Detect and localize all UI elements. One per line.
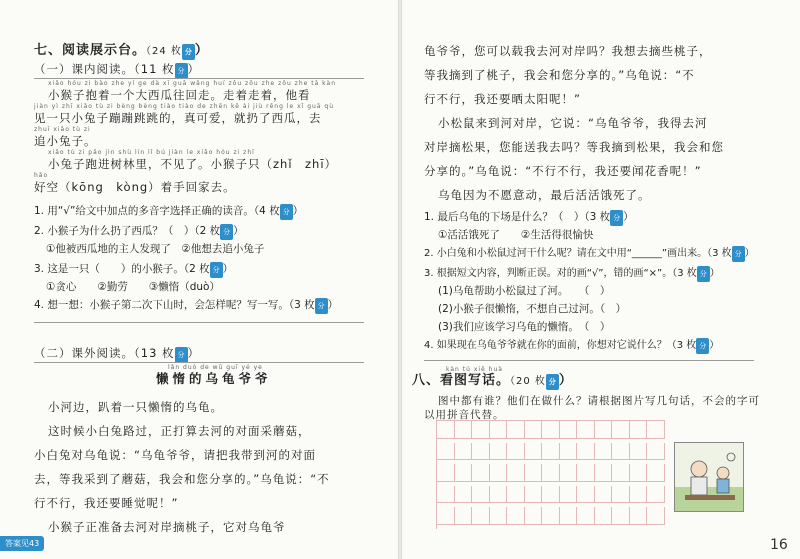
grid-cell[interactable] [507, 421, 525, 439]
text-line: 小白兔对乌龟说：“乌龟爷爷，请把我带到河的对面 [34, 448, 316, 462]
grid-cell[interactable] [455, 421, 473, 439]
grid-cell[interactable] [647, 421, 665, 439]
grid-row [437, 486, 665, 504]
grid-cell[interactable] [630, 443, 648, 461]
grid-cell[interactable] [525, 486, 543, 504]
question-2-options: ①他被西瓜地的主人发现了 ②他想去追小兔子 [46, 243, 265, 255]
grid-cell[interactable] [647, 507, 665, 525]
grid-cell[interactable] [560, 486, 578, 504]
grid-cell[interactable] [525, 464, 543, 482]
section-8-title: 八、看图写话。（20 枚 分 ） [412, 373, 573, 388]
grid-cell[interactable] [577, 443, 595, 461]
grid-cell[interactable] [612, 486, 630, 504]
left-page [0, 0, 398, 559]
text-line: 去，等我采到了蘑菇，我会和您分享的。”乌龟说：“不 [34, 472, 330, 486]
pinyin-line: zhuī xiǎo tù zi [34, 126, 91, 133]
grid-cell[interactable] [472, 464, 490, 482]
text-line: 小猴子抱着一个大西瓜往回走。走着走着，他看 [48, 88, 311, 102]
grid-cell[interactable] [542, 464, 560, 482]
grid-cell[interactable] [525, 507, 543, 525]
grid-cell[interactable] [630, 486, 648, 504]
badge-icon: 分 [280, 204, 293, 220]
grid-cell[interactable] [612, 421, 630, 439]
text-line: 对岸摘松果，您能送我去吗？等我摘到松果，我会和您 [424, 140, 724, 154]
grid-row [437, 464, 665, 482]
grid-cell[interactable] [560, 443, 578, 461]
story-title: 懒惰的乌龟爷爷 [156, 371, 272, 386]
grid-cell[interactable] [507, 464, 525, 482]
grid-cell[interactable] [595, 464, 613, 482]
grid-cell[interactable] [490, 443, 508, 461]
grid-cell[interactable] [612, 443, 630, 461]
question-2: 2. 小白兔和小松鼠过河干什么呢？请在文中用“______”画出来。（3 枚 分 ） [424, 246, 755, 262]
grid-cell[interactable] [525, 421, 543, 439]
grid-cell[interactable] [455, 486, 473, 504]
grid-cell[interactable] [577, 464, 595, 482]
grid-cell[interactable] [647, 443, 665, 461]
question-1-options: ①活活饿死了 ②生活得很愉快 [438, 229, 594, 241]
question-3-options: ①贪心 ②勤劳 ③懒惰（duò） [46, 281, 220, 293]
badge-icon: 分 [182, 44, 195, 60]
grid-cell[interactable] [542, 421, 560, 439]
grid-row [437, 421, 665, 439]
grid-cell[interactable] [472, 507, 490, 525]
grid-cell[interactable] [472, 486, 490, 504]
grid-cell[interactable] [455, 464, 473, 482]
text-line: 小河边，趴着一只懒惰的乌龟。 [48, 400, 223, 414]
grid-cell[interactable] [630, 421, 648, 439]
pinyin-line: jiàn yì zhī xiǎo tù zi bèng bèng tiào tiào de zhēn kě ài jiù rēng le xī guā qù [34, 103, 335, 110]
grid-cell[interactable] [647, 464, 665, 482]
grid-cell[interactable] [490, 486, 508, 504]
instruction-line: 图中都有谁？他们在做什么？请根据图片写几句话，不会的字可 [438, 395, 760, 407]
text-line: 小兔子跑进树林里，不见了。小猴子只（zhǐ zhī） [48, 157, 338, 171]
badge-icon: 分 [697, 266, 710, 282]
grid-cell[interactable] [472, 443, 490, 461]
pinyin-line: xiǎo tù zi pǎo jìn shù lín lǐ bú jiàn le xiǎo hóu zi zhǐ [48, 149, 255, 156]
part-1-title: （一）课内阅读。（11 枚 分 ） [34, 62, 200, 79]
pinyin-line: hǎo [34, 172, 49, 179]
grid-cell[interactable] [577, 507, 595, 525]
text-line: 行不行，我还要晒太阳呢！” [424, 92, 581, 106]
badge-icon: 分 [175, 63, 188, 79]
section-8-pinyin: kàn tú xiě huà [446, 366, 503, 373]
grid-cell[interactable] [507, 507, 525, 525]
text-line: 龟爷爷，您可以载我去河对岸吗？我想去摘些桃子， [424, 44, 712, 58]
badge-icon: 分 [220, 224, 233, 240]
grid-cell[interactable] [542, 486, 560, 504]
grid-cell[interactable] [612, 464, 630, 482]
grid-cell[interactable] [577, 486, 595, 504]
question-1: 1. 最后乌龟的下场是什么？（ ）（3 枚 分 ） [424, 210, 634, 226]
text-line: 追小兔子。 [34, 134, 97, 148]
text-line: 见一只小兔子蹦蹦跳跳的，真可爱，就扔了西瓜，去 [34, 111, 322, 125]
text-line: 分享的。”乌龟说：“不行不行，我还要闻花香呢！” [424, 164, 702, 178]
grid-cell[interactable] [455, 443, 473, 461]
grid-cell[interactable] [542, 443, 560, 461]
grid-cell[interactable] [490, 464, 508, 482]
grid-cell[interactable] [595, 443, 613, 461]
text-line: 小猴子正准备去河对岸摘桃子，它对乌龟爷 [48, 520, 286, 534]
answer-line[interactable] [424, 360, 754, 361]
grid-cell[interactable] [525, 443, 543, 461]
pinyin-line: xiǎo hóu zi bào zhe yí ge dà xī guā wǎng huí zǒu zǒu zhe zǒu zhe tā kàn [48, 80, 336, 87]
story-title-pinyin: lǎn duò de wū guī yé ye [168, 364, 263, 371]
badge-icon: 分 [210, 262, 223, 278]
badge-icon: 分 [315, 298, 328, 314]
text-line: 等我摘到了桃子，我会和您分享的。”乌龟说：“不 [424, 68, 695, 82]
grid-cell[interactable] [472, 421, 490, 439]
grid-cell[interactable] [490, 421, 508, 439]
judge-item: (1)乌龟帮助小松鼠过了河。 （ ） [438, 285, 611, 297]
grid-cell[interactable] [647, 486, 665, 504]
grid-cell[interactable] [507, 443, 525, 461]
question-4: 4. 想一想：小猴子第二次下山时，会怎样呢？写一写。（3 枚 分 ） [34, 298, 338, 314]
part-2-title: （二）课外阅读。（13 枚 分 ） [34, 346, 200, 363]
grid-cell[interactable] [437, 421, 455, 439]
question-1: 1. 用“√”给文中加点的多音字选择正确的读音。（4 枚 分 ） [34, 204, 303, 220]
answer-line[interactable] [34, 322, 364, 323]
badge-icon: 分 [696, 338, 709, 354]
grid-cell[interactable] [595, 421, 613, 439]
grid-cell[interactable] [455, 507, 473, 525]
text-line: 好空（kōng kòng）着手回家去。 [34, 180, 236, 194]
grid-cell[interactable] [560, 507, 578, 525]
section-7-title: 七、阅读展示台。（24 枚 分 ） [34, 43, 209, 58]
question-3: 3. 根据短文内容，判断正误。对的画“√”，错的画“×”。（3 枚 分 ） [424, 266, 720, 282]
answer-ref-tag: 答案见43 [0, 536, 44, 551]
grid-cell[interactable] [577, 421, 595, 439]
divider [34, 362, 364, 363]
grid-cell[interactable] [437, 443, 455, 461]
grid-row [437, 507, 665, 525]
question-2: 2. 小猴子为什么扔了西瓜？（ ）（2 枚 分 ） [34, 224, 244, 240]
grid-cell[interactable] [612, 507, 630, 525]
instruction-line: 以用拼音代替。 [424, 409, 505, 421]
question-4: 4. 如果现在乌龟爷爷就在你的面前，你想对它说什么？（3 枚 分 ） [424, 338, 719, 354]
judge-item: (3)我们应该学习乌龟的懒惰。 （ ） [438, 321, 611, 333]
badge-icon: 分 [610, 210, 623, 226]
badge-icon: 分 [732, 246, 745, 262]
grid-cell[interactable] [542, 507, 560, 525]
grid-cell[interactable] [595, 486, 613, 504]
text-line: 行不行，我还要睡觉呢！” [34, 496, 179, 510]
illustration-image [674, 442, 744, 512]
badge-icon: 分 [175, 347, 188, 363]
right-page [402, 0, 800, 559]
grid-cell[interactable] [437, 486, 455, 504]
judge-item: (2)小猴子很懒惰，不想自己过河。（ ） [438, 303, 627, 315]
grid-cell[interactable] [595, 507, 613, 525]
grid-row [437, 443, 665, 461]
question-3: 3. 这是一只（ ）的小猴子。（2 枚 分 ） [34, 262, 233, 278]
text-line: 小松鼠来到河对岸，它说：“乌龟爷爷，我得去河 [438, 116, 708, 130]
grid-cell[interactable] [437, 464, 455, 482]
grid-cell[interactable] [560, 464, 578, 482]
grid-cell[interactable] [437, 507, 455, 525]
page-number: 16 [770, 537, 788, 553]
grid-cell[interactable] [507, 486, 525, 504]
divider [34, 78, 364, 79]
grid-cell[interactable] [630, 507, 648, 525]
grid-cell[interactable] [560, 421, 578, 439]
writing-grid[interactable] [436, 420, 665, 529]
text-line: 这时候小白兔路过，正打算去河的对面采蘑菇， [48, 424, 311, 438]
text-line: 乌龟因为不愿意动，最后活活饿死了。 [438, 188, 651, 202]
badge-icon: 分 [546, 374, 559, 390]
grid-cell[interactable] [490, 507, 508, 525]
grid-cell[interactable] [630, 464, 648, 482]
